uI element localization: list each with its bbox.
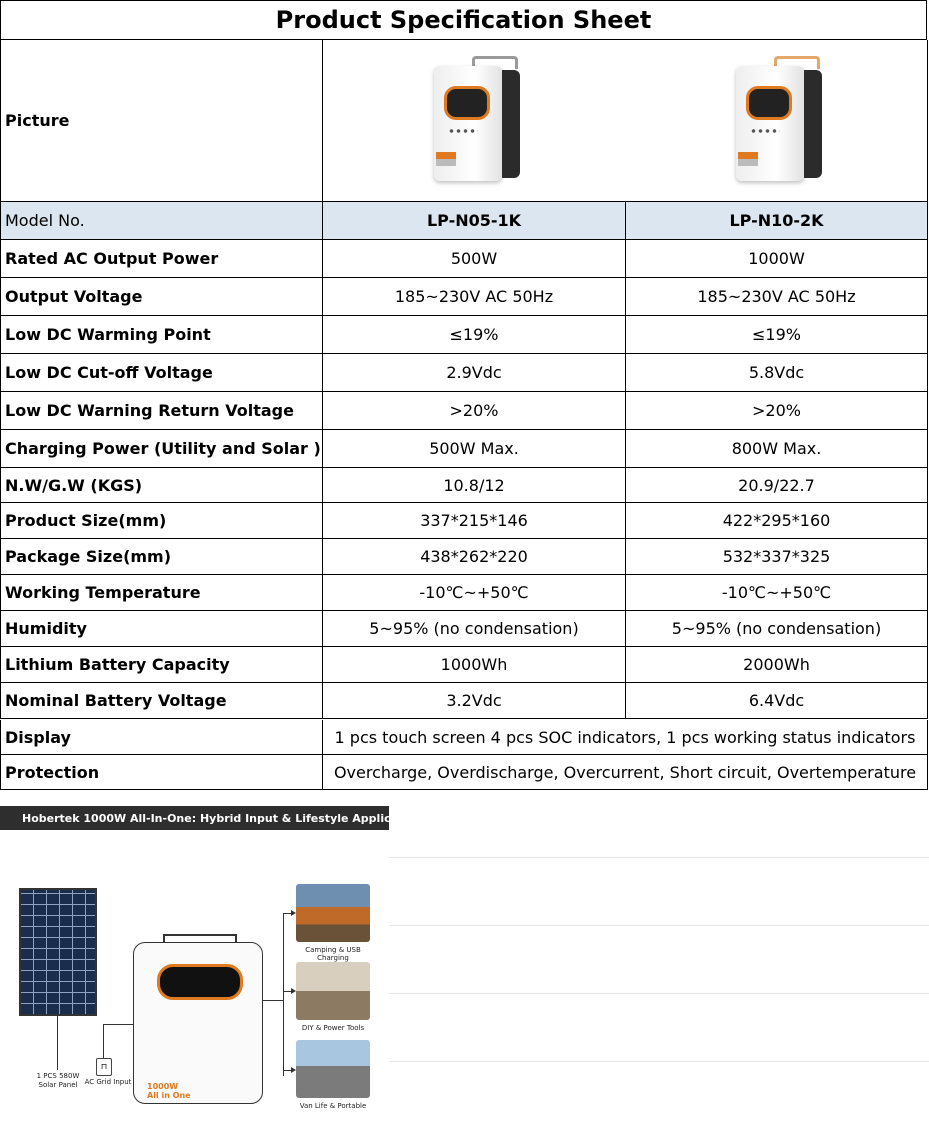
van-life-photo: [296, 1040, 370, 1098]
spec-row: [0, 611, 929, 647]
protection-value: Overcharge, Overdischarge, Overcurrent, Short circuit, Overtemperature: [323, 755, 928, 790]
solar-panel-image: [19, 888, 97, 1016]
protection-label: Protection: [0, 755, 323, 790]
spec-label: Product Size(mm): [0, 503, 323, 539]
protection-row: [0, 755, 929, 790]
solar-panel-label: 1 PCS 580W Solar Panel: [36, 1072, 80, 1089]
spec-value-2: 20.9/22.7: [626, 468, 928, 503]
app-label-diy: DIY & Power Tools: [301, 1024, 365, 1032]
unit-logo-text: 1000W: [147, 1082, 179, 1091]
product-image-lp-n05: [426, 56, 522, 186]
connector-line: [283, 913, 284, 1076]
spec-value-1: 5~95% (no condensation): [323, 611, 626, 647]
spec-value-1: 500W Max.: [323, 430, 626, 468]
spec-value-2: 5~95% (no condensation): [626, 611, 928, 647]
spec-label: Rated AC Output Power: [0, 240, 323, 278]
spec-label: Charging Power (Utility and Solar ): [0, 430, 323, 468]
sheet-title-text: Product Specification Sheet: [275, 6, 652, 34]
product-image-lp-n10: [728, 56, 824, 186]
app-label-van: Van Life & Portable: [299, 1102, 367, 1110]
spec-label: Low DC Warming Point: [0, 316, 323, 354]
spec-row: [0, 392, 929, 430]
spec-row: [0, 430, 929, 468]
spec-label: Humidity: [0, 611, 323, 647]
display-row: [0, 720, 929, 755]
spec-value-1: >20%: [323, 392, 626, 430]
spec-value-1: 3.2Vdc: [323, 683, 626, 719]
grid-input-label: AC Grid Input: [84, 1078, 132, 1086]
spec-label: Package Size(mm): [0, 539, 323, 575]
spec-row: [0, 539, 929, 575]
spec-value-2: 5.8Vdc: [626, 354, 928, 392]
spec-label: Lithium Battery Capacity: [0, 647, 323, 683]
model-2: LP-N10-2K: [626, 202, 928, 240]
spec-value-2: 1000W: [626, 240, 928, 278]
spec-value-1: 185~230V AC 50Hz: [323, 278, 626, 316]
spec-value-2: 185~230V AC 50Hz: [626, 278, 928, 316]
spec-value-2: ≤19%: [626, 316, 928, 354]
spec-value-1: -10℃~+50℃: [323, 575, 626, 611]
model-1: LP-N05-1K: [323, 202, 626, 240]
spec-row: [0, 468, 929, 503]
connector-line: [263, 1000, 283, 1001]
spec-value-2: 800W Max.: [626, 430, 928, 468]
spec-value-2: 422*295*160: [626, 503, 928, 539]
picture-label: Picture: [0, 40, 323, 202]
spec-label: Nominal Battery Voltage: [0, 683, 323, 719]
divider: [389, 925, 929, 926]
spec-row: [0, 647, 929, 683]
spec-value-2: -10℃~+50℃: [626, 575, 928, 611]
spec-label: Output Voltage: [0, 278, 323, 316]
spec-row: [0, 354, 929, 392]
spec-value-2: 2000Wh: [626, 647, 928, 683]
spec-row: [0, 240, 929, 278]
picture-cell: [323, 40, 928, 202]
spec-value-2: 6.4Vdc: [626, 683, 928, 719]
sheet-title: [0, 0, 927, 40]
display-label: Display: [0, 720, 323, 755]
spec-row: [0, 503, 929, 539]
divider: [389, 993, 929, 994]
camping-photo: [296, 884, 370, 942]
spec-value-1: 438*262*220: [323, 539, 626, 575]
display-value: 1 pcs touch screen 4 pcs SOC indicators, 1 pcs working status indicators: [323, 720, 928, 755]
spec-row: [0, 278, 929, 316]
spec-label: Low DC Warning Return Voltage: [0, 392, 323, 430]
spec-row: [0, 316, 929, 354]
spec-value-2: >20%: [626, 392, 928, 430]
divider: [389, 857, 929, 858]
connector-line: [57, 1016, 58, 1070]
divider: [389, 1061, 929, 1062]
spec-row: [0, 683, 929, 719]
spec-value-1: 10.8/12: [323, 468, 626, 503]
connector-line: [103, 1024, 104, 1058]
spec-row: [0, 575, 929, 611]
spec-value-1: 337*215*146: [323, 503, 626, 539]
banner-title: Hobertek 1000W All-In-One: Hybrid Input & Lifestyle Applications: [0, 806, 389, 830]
spec-value-1: ≤19%: [323, 316, 626, 354]
spec-value-1: 1000Wh: [323, 647, 626, 683]
spec-value-1: 500W: [323, 240, 626, 278]
power-station-image: [133, 934, 263, 1104]
app-label-camping: Camping & USB Charging: [305, 946, 361, 962]
application-banner: [0, 806, 430, 1124]
spec-label: Low DC Cut-off Voltage: [0, 354, 323, 392]
spec-label: Working Temperature: [0, 575, 323, 611]
outlet-icon: ⊓: [96, 1058, 112, 1076]
spec-value-1: 2.9Vdc: [323, 354, 626, 392]
model-header-row: [0, 202, 929, 240]
unit-logo-subtext: All in One: [147, 1091, 191, 1100]
diy-photo: [296, 962, 370, 1020]
spec-label: N.W/G.W (KGS): [0, 468, 323, 503]
connector-line: [103, 1024, 133, 1025]
picture-row: [0, 40, 929, 202]
spec-value-2: 532*337*325: [626, 539, 928, 575]
model-no-label: Model No.: [0, 202, 323, 240]
